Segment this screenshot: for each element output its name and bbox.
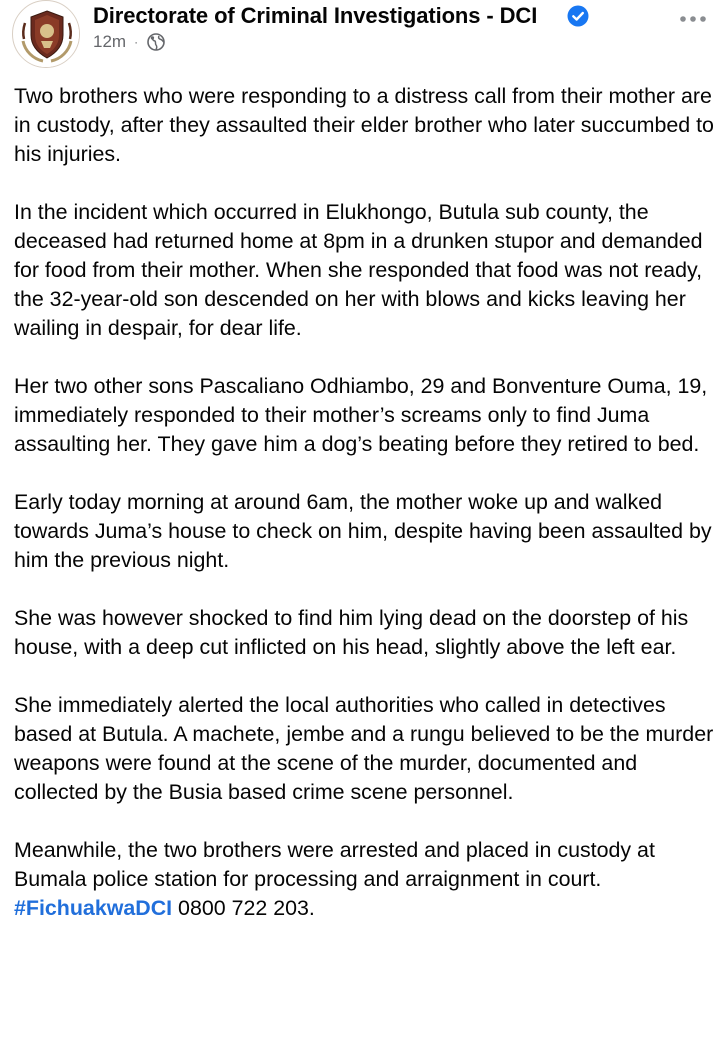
post-paragraph-2: In the incident which occurred in Elukhongo, Butula sub county, the deceased had returned home at 8pm in a drunken stupor and demanded for food from their mother. When she responded that food was not ready, the 32-year-old son descended on her with blows and kicks leaving her wailing in despair, for dear life. (14, 200, 703, 340)
hotline-number: 0800 722 203. (172, 896, 315, 920)
meta-separator: · (134, 35, 139, 49)
more-options-icon[interactable] (679, 12, 707, 26)
dci-emblem-icon (13, 1, 80, 68)
post-paragraph-7-text: Meanwhile, the two brothers were arrested and placed in custody at Bumala police station for processing and arraignment in court. (14, 838, 655, 891)
post-paragraph-7 (14, 836, 714, 923)
post-header (0, 0, 720, 72)
post-paragraph-5: She was however shocked to find him lying dead on the doorstep of his house, with a deep cut inflicted on his head, slightly above the left ear. (14, 606, 689, 659)
verified-badge-icon (567, 5, 589, 27)
page-name[interactable]: Directorate of Criminal Investigations - DCI (93, 3, 538, 28)
globe-icon[interactable] (147, 33, 165, 51)
post-paragraph-3: Her two other sons Pascaliano Odhiambo, 29 and Bonventure Ouma, 19, immediately responded to their mother’s screams only to find Juma assaulting her. They gave him a dog’s beating before they retired to bed. (14, 374, 708, 456)
page-avatar[interactable] (12, 0, 80, 68)
post-paragraph-4: Early today morning at around 6am, the mother woke up and walked towards Juma’s house to check on him, despite having been assaulted by him the previous night. (14, 490, 712, 572)
post-meta (93, 31, 165, 53)
post-timestamp[interactable]: 12m (93, 32, 127, 51)
hashtag-link[interactable]: #FichuakwaDCI (14, 896, 173, 920)
post-paragraph-1: Two brothers who were responding to a distress call from their mother are in custody, after they assaulted their elder brother who later succumbed to his injuries. (14, 84, 714, 166)
post-text (14, 82, 714, 923)
post-paragraph-6: She immediately alerted the local authorities who called in detectives based at Butula. A machete, jembe and a rungu believed to be the murder weapons were found at the scene of the murder, documented and collected by the Busia based crime scene personnel. (14, 693, 714, 804)
